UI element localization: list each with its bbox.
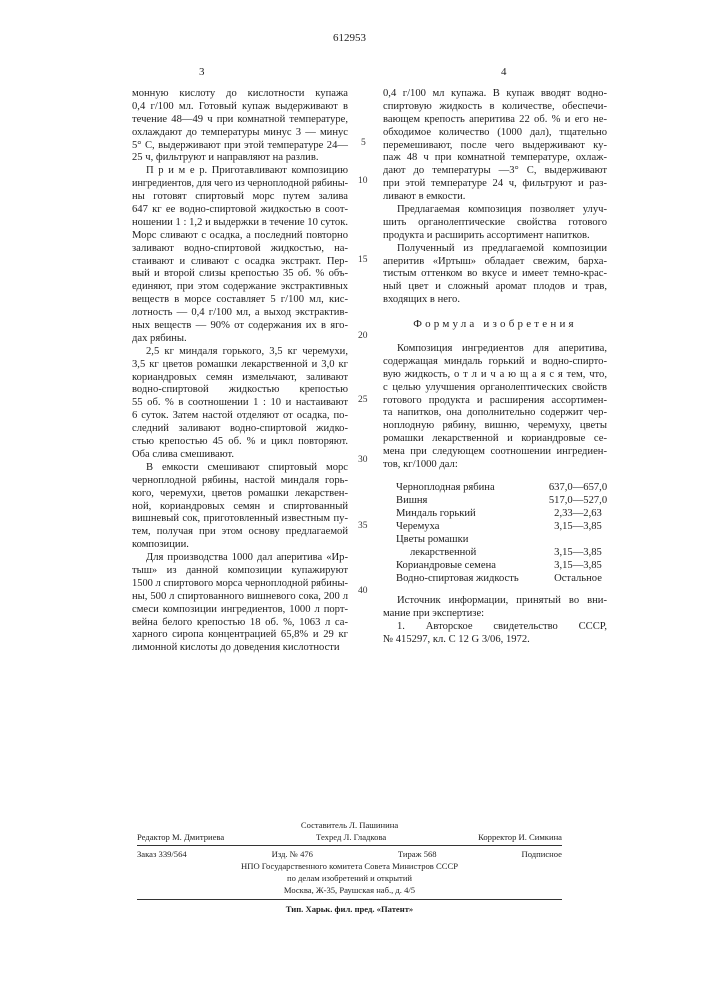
- org-line-1: НПО Государственного комитета Совета Министров СССР: [137, 860, 562, 872]
- text-line: продукта и расширить ассортимент напитков.: [383, 230, 607, 243]
- ingredient-amount: 517,0—527,0: [536, 494, 620, 507]
- text-line: вую жидкость, о т л и ч а ю щ а я с я тем, что,: [383, 369, 607, 382]
- ingredient-name: Водно-спиртовая жидкость: [396, 572, 536, 585]
- text-line: харного сиропа концентрацией 65,8% и 29 кг: [132, 629, 348, 642]
- ingredient-name: Миндаль горький: [396, 507, 536, 520]
- text-line: стью крепостью 45 об. % и цикл повторяют.: [132, 436, 348, 449]
- printer: [137, 903, 562, 915]
- text-line: 3,5 кг цветов ромашки лекарственной и 3,0 кг: [132, 359, 348, 372]
- text-line: Предлагаемая композиция позволяет улуч-: [383, 204, 607, 217]
- left-column: [132, 88, 348, 655]
- order-number: Заказ 339/564: [137, 848, 187, 860]
- ingredients-table: [396, 481, 620, 585]
- text-line: ромашки лекарственной и кориандровые се-: [383, 433, 607, 446]
- text-line: ингредиентов, для чего из черноплодной рябины-: [132, 178, 348, 191]
- text-line: кого, черемухи, цветов ромашки лекарствен-: [132, 488, 348, 501]
- ingredient-name: лекарственной: [396, 546, 536, 559]
- text-line: вающем крепость аперитива 22 об. % и его не-: [383, 114, 607, 127]
- ingredient-row: [396, 533, 620, 546]
- text-line: № 415297, кл. С 12 G 3/06, 1972.: [383, 634, 607, 647]
- ingredient-row: [396, 546, 620, 559]
- ingredient-amount: 2,33—2,63: [536, 507, 620, 520]
- right-column: [383, 88, 607, 307]
- ingredient-amount: [536, 533, 620, 546]
- text-line: композиции.: [132, 539, 348, 552]
- line-number: 40: [358, 586, 368, 596]
- ingredient-name: Цветы ромашки: [396, 533, 536, 546]
- text-line: вейна белого крепостью 18 об. %, 1063 л са-: [132, 617, 348, 630]
- text-line: ный цвет и сложный аромат плодов и трав,: [383, 281, 607, 294]
- text-line: 5° С, выдерживают при этой температуре 24—: [132, 140, 348, 153]
- text-line: обходимое количество (1000 дал), тщательно: [383, 127, 607, 140]
- text-line: стаивают и сливают с осадка экстракт. Пер-: [132, 256, 348, 269]
- text-line: ных веществ — 90% от содержания их в яго-: [132, 320, 348, 333]
- subscription: Подписное: [522, 848, 562, 860]
- ingredient-amount: 3,15—3,85: [536, 520, 620, 533]
- ingredient-row: [396, 507, 620, 520]
- editor: Редактор М. Дмитриева: [137, 831, 224, 843]
- text-line: тем, получая при этом основу предлагаемой: [132, 526, 348, 539]
- text-line: дают до температуры —3° С, выдерживают: [383, 165, 607, 178]
- line-number: 5: [361, 138, 366, 148]
- text-line: тистым оттенком во вкусе и имеет темно-крас-: [383, 268, 607, 281]
- issue-number: Изд. № 476: [272, 848, 313, 860]
- ingredient-row: [396, 481, 620, 494]
- text-line: при этой температуре 24 ч, фильтруют и раз-: [383, 178, 607, 191]
- text-line: ны, 500 л спиртованного вишневого сока, 200 л: [132, 591, 348, 604]
- text-line: дах рябины.: [132, 333, 348, 346]
- text-line: 25 ч, фильтруют и направляют на разлив.: [132, 152, 348, 165]
- text-line: мена при следующем соотношении ингредиен-: [383, 446, 607, 459]
- org-line-2: по делам изобретений и открытий: [137, 872, 562, 884]
- divider: [137, 899, 562, 900]
- corrector: Корректор И. Симкина: [478, 831, 562, 843]
- ingredient-name: Черемуха: [396, 520, 536, 533]
- text-line: черноплодной рябины, настой миндаля горь-: [132, 475, 348, 488]
- ingredient-amount: Остальное: [536, 572, 620, 585]
- text-line: ноплодную рябину, вишню, черемуху, цветы: [383, 420, 607, 433]
- text-line: Источник информации, принятый во вни-: [383, 595, 607, 608]
- text-line: спиртовую жидкость в количестве, обеспечи-: [383, 101, 607, 114]
- text-line: В емкости смешивают спиртовый морс: [132, 462, 348, 475]
- text-line: Морс сливают с осадка, а последний повторно: [132, 230, 348, 243]
- circulation: Тираж 568: [398, 848, 437, 860]
- line-number: 35: [358, 521, 368, 531]
- ingredient-amount: 3,15—3,85: [536, 559, 620, 572]
- compiler: Составитель Л. Пашинина: [137, 819, 562, 831]
- ingredient-name: Кориандровые семена: [396, 559, 536, 572]
- text-line: 6 суток. Затем настой отделяют от осадка, по-: [132, 410, 348, 423]
- claims-section: [383, 343, 607, 472]
- text-line: 55 об. % в соотношении 1 : 10 и настаивают: [132, 397, 348, 410]
- text-line: вый и второй слизы крепостью 35 об. % объ-: [132, 268, 348, 281]
- text-line: лимонной кислоты до доведения кислотности: [132, 642, 348, 655]
- text-line: ливают в емкости.: [383, 191, 607, 204]
- text-line: тов, кг/1000 дал:: [383, 459, 607, 472]
- text-line: течение 48—49 ч при комнатной температуре,: [132, 114, 348, 127]
- text-line: перемешивают, после чего выдерживают ку-: [383, 140, 607, 153]
- text-line: 0,4 г/100 мл купажа. В купаж вводят водно-: [383, 88, 607, 101]
- line-number: 20: [358, 331, 368, 341]
- text-line: 647 кг ее водно-спиртовой жидкостью в соот-: [132, 204, 348, 217]
- text-line: веществ в морсе составляет 5 г/100 мл, кис-: [132, 294, 348, 307]
- text-line: заливают водно-спиртовой жидкостью, на-: [132, 243, 348, 256]
- text-line: содержащая миндаль горький и водно-спирто-: [383, 356, 607, 369]
- ingredient-row: [396, 572, 620, 585]
- patent-number: 612953: [333, 32, 366, 44]
- claims-heading: Формула изобретения: [383, 318, 607, 330]
- text-line: смеси композиции ингредиентов, 1000 л порт-: [132, 604, 348, 617]
- text-line: ношении 1 : 1,2 и выдержки в течение 10 суток.: [132, 217, 348, 230]
- ingredient-name: Черноплодная рябина: [396, 481, 536, 494]
- ingredient-row: [396, 520, 620, 533]
- text-line: 1500 л спиртового морса черноплодной рябины-: [132, 578, 348, 591]
- text-line: следний заливают водно-спиртовой жидко-: [132, 423, 348, 436]
- text-line: Оба слива смешивают.: [132, 449, 348, 462]
- line-number: 30: [358, 455, 368, 465]
- techred: Техред Л. Гладкова: [316, 831, 386, 843]
- address: Москва, Ж-35, Раушская наб., д. 4/5: [137, 884, 562, 896]
- line-number: 15: [358, 255, 368, 265]
- colophon: [137, 819, 562, 915]
- printer-text: Тип. Харьк. фил. пред. «Патент»: [286, 904, 413, 914]
- text-line: водно-спиртовой жидкостью крепостью: [132, 384, 348, 397]
- text-line: с целью улучшения органолептических свойств: [383, 382, 607, 395]
- page-number-left: 3: [199, 66, 205, 78]
- text-line: тыш» из данной композиции купажируют: [132, 565, 348, 578]
- ingredient-row: [396, 494, 620, 507]
- ingredient-amount: 637,0—657,0: [536, 481, 620, 494]
- text-line: паж 48 ч при комнатной температуре, охлаж-: [383, 152, 607, 165]
- text-line: П р и м е р. Приготавливают композицию: [132, 165, 348, 178]
- text-line: аперитив «Иртыш» обладает свежим, барха-: [383, 256, 607, 269]
- text-line: единяют, при этом содержание экстрактивных: [132, 281, 348, 294]
- ingredient-name: Вишня: [396, 494, 536, 507]
- text-line: лотность — 0,4 г/100 мл, а выход экстрактив-: [132, 307, 348, 320]
- text-line: готового продукта и расширения ассортимен-: [383, 395, 607, 408]
- text-line: шить органолептические свойства готового: [383, 217, 607, 230]
- line-number: 25: [358, 395, 368, 405]
- text-line: мание при экспертизе:: [383, 608, 607, 621]
- page-number-right: 4: [501, 66, 507, 78]
- text-line: Полученный из предлагаемой композиции: [383, 243, 607, 256]
- divider: [137, 845, 562, 846]
- text-line: 1. Авторское свидетельство СССР,: [383, 621, 607, 634]
- text-line: монную кислоту до кислотности купажа: [132, 88, 348, 101]
- text-line: Для производства 1000 дал аперитива «Ир-: [132, 552, 348, 565]
- ingredient-amount: 3,15—3,85: [536, 546, 620, 559]
- text-line: Композиция ингредиентов для аперитива,: [383, 343, 607, 356]
- text-line: 2,5 кг миндаля горького, 3,5 кг черемухи,: [132, 346, 348, 359]
- sources-section: [383, 595, 607, 647]
- text-line: та напитков, она дополнительно содержит чер-: [383, 407, 607, 420]
- line-number: 10: [358, 176, 368, 186]
- text-line: охлаждают до температуры минус 3 — минус: [132, 127, 348, 140]
- ingredient-row: [396, 559, 620, 572]
- text-line: ной, кориандровых семян и спиртованный: [132, 501, 348, 514]
- text-line: входящих в него.: [383, 294, 607, 307]
- text-line: кориандровых семян измельчают, заливают: [132, 372, 348, 385]
- text-line: вишневый сок, приготовленный известным пу-: [132, 513, 348, 526]
- text-line: ны готовят спиртовый морс путем залива: [132, 191, 348, 204]
- text-line: 0,4 г/100 мл. Готовый купаж выдерживают в: [132, 101, 348, 114]
